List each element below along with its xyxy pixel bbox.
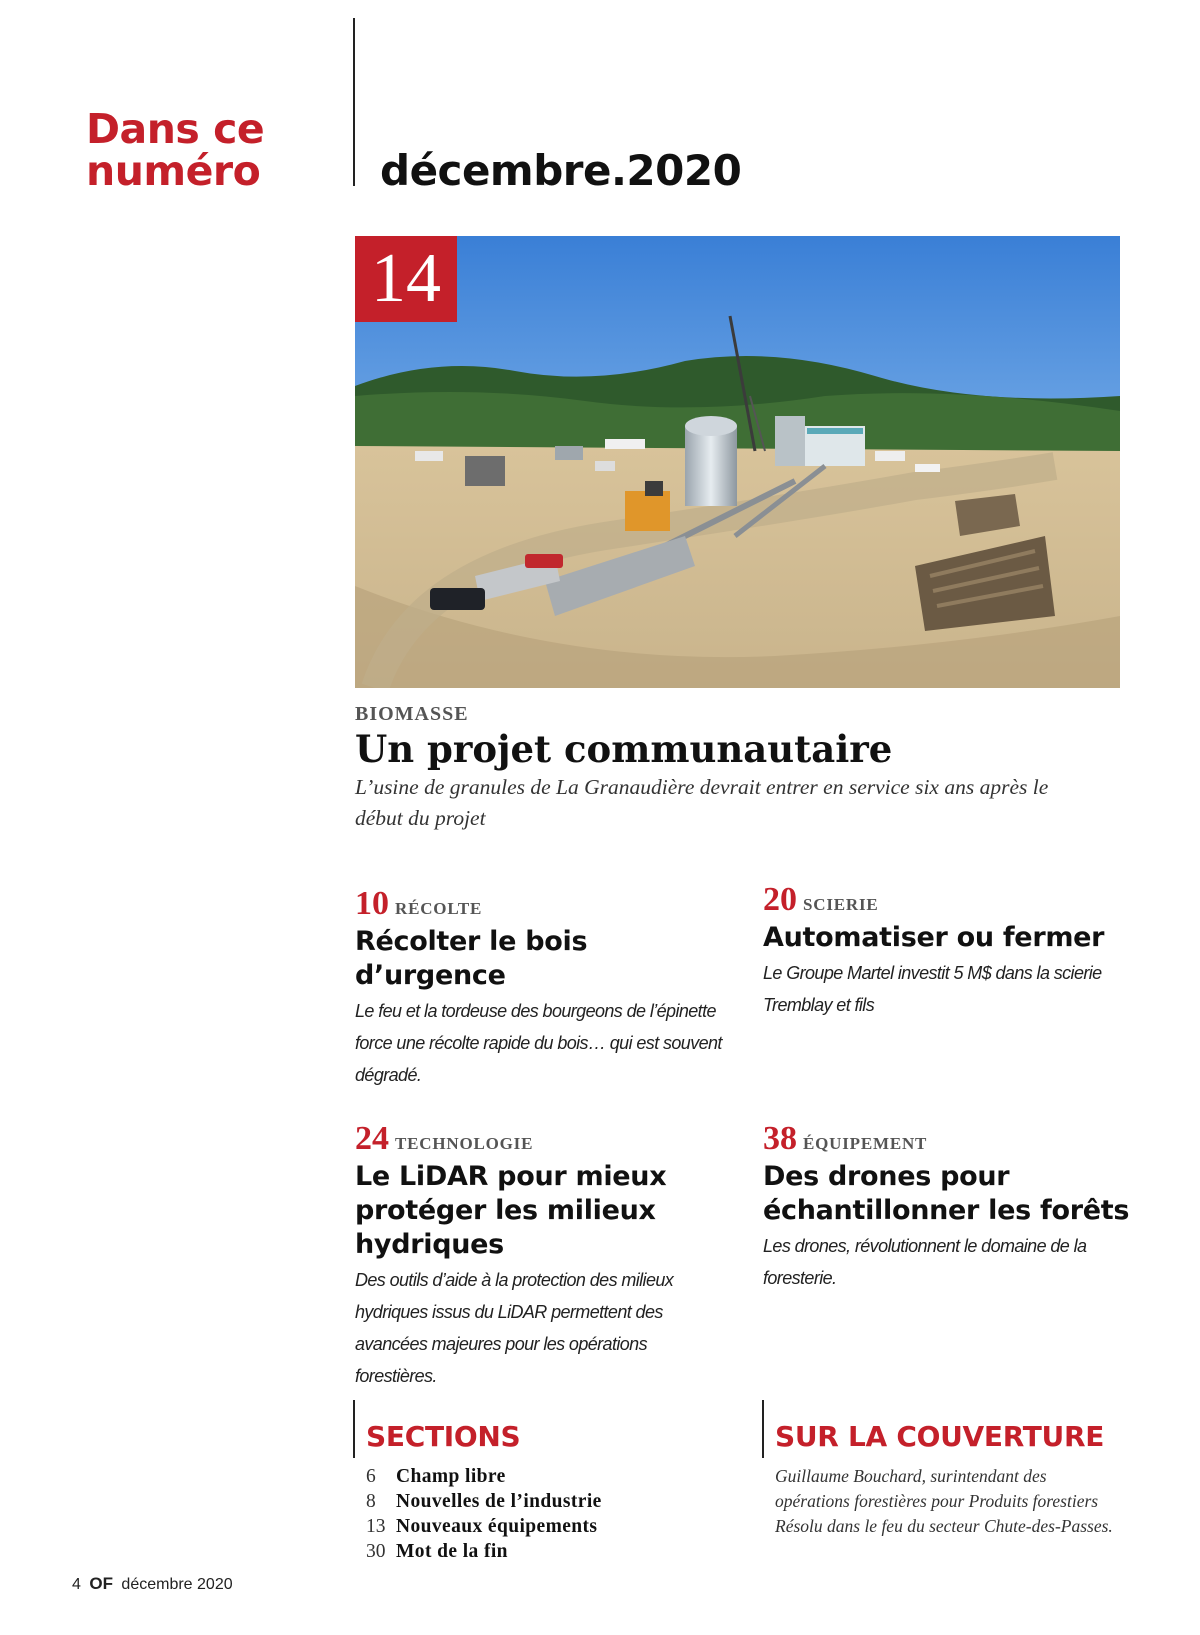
article-category: TECHNOLOGIE bbox=[395, 1134, 534, 1153]
article-category: SCIERIE bbox=[803, 895, 879, 914]
article-header bbox=[355, 1122, 725, 1156]
header-divider bbox=[353, 18, 355, 186]
list-item[interactable] bbox=[366, 1514, 602, 1539]
article-description: Le feu et la tordeuse des bourgeons de l’épinette force une récolte rapide du bois… qui est souvent dégradé. bbox=[355, 1001, 722, 1085]
list-item[interactable] bbox=[366, 1464, 602, 1489]
article-recolte[interactable] bbox=[355, 887, 725, 1091]
footer-brand: OF bbox=[89, 1574, 113, 1593]
article-title[interactable]: Automatiser ou fermer bbox=[763, 922, 1105, 953]
section-name: Nouvelles de l’industrie bbox=[396, 1491, 602, 1512]
article-title[interactable]: Des drones pour échantillonner les forêts bbox=[763, 1161, 1130, 1226]
article-description: Des outils d’aide à la protection des milieux hydriques issus du LiDAR permettent des avancées majeures pour les opérations forestières. bbox=[355, 1270, 674, 1386]
article-page-number: 20 bbox=[763, 881, 797, 918]
section-name: Champ libre bbox=[396, 1466, 506, 1487]
section-page: 30 bbox=[366, 1541, 386, 1562]
cover-line: opérations forestières pour Produits forestiers bbox=[775, 1491, 1099, 1511]
section-page: 6 bbox=[366, 1466, 376, 1487]
sections-list bbox=[366, 1464, 602, 1564]
footer-issue: décembre 2020 bbox=[121, 1576, 233, 1593]
article-page-number: 24 bbox=[355, 1120, 389, 1157]
list-item[interactable] bbox=[366, 1539, 602, 1564]
section-name: Nouveaux équipements bbox=[396, 1516, 598, 1537]
footer-page-number: 4 bbox=[72, 1576, 81, 1593]
article-header bbox=[763, 883, 1133, 917]
article-technologie[interactable] bbox=[355, 1122, 725, 1392]
article-title[interactable]: Récolter le bois d’urgence bbox=[355, 926, 588, 991]
cover-description bbox=[775, 1464, 1175, 1539]
section-page: 13 bbox=[366, 1516, 386, 1537]
pellet-plant-illustration bbox=[355, 236, 1120, 688]
feature-description: L’usine de granules de La Granaudière devrait entrer en service six ans après le début du projet bbox=[355, 775, 1049, 830]
cover-line: Guillaume Bouchard, surintendant des bbox=[775, 1466, 1047, 1486]
article-category: RÉCOLTE bbox=[395, 899, 483, 918]
article-header bbox=[763, 1122, 1143, 1156]
feature-category: BIOMASSE bbox=[355, 703, 469, 725]
feature-page-number[interactable]: 14 bbox=[355, 236, 457, 322]
cover-divider bbox=[762, 1400, 764, 1458]
article-equipement[interactable] bbox=[763, 1122, 1143, 1294]
toc-label bbox=[86, 105, 326, 195]
article-category: ÉQUIPEMENT bbox=[803, 1134, 928, 1153]
feature-title[interactable]: Un projet communautaire bbox=[355, 727, 893, 771]
article-header bbox=[355, 887, 725, 921]
feature-photo[interactable] bbox=[355, 236, 1120, 688]
cover-line: Résolu dans le feu du secteur Chute-des-Passes. bbox=[775, 1516, 1113, 1536]
article-page-number: 38 bbox=[763, 1120, 797, 1157]
section-name: Mot de la fin bbox=[396, 1541, 508, 1562]
toc-label-line2: numéro bbox=[86, 147, 261, 195]
article-page-number: 10 bbox=[355, 885, 389, 922]
article-description: Les drones, révolutionnent le domaine de la foresterie. bbox=[763, 1236, 1087, 1288]
sections-divider bbox=[353, 1400, 355, 1458]
issue-date: décembre.2020 bbox=[380, 146, 742, 195]
section-page: 8 bbox=[366, 1491, 376, 1512]
list-item[interactable] bbox=[366, 1489, 602, 1514]
cover-heading: SUR LA COUVERTURE bbox=[775, 1420, 1105, 1453]
sections-heading: SECTIONS bbox=[366, 1420, 521, 1453]
article-title[interactable]: Le LiDAR pour mieux protéger les milieux hydriques bbox=[355, 1161, 667, 1260]
article-description: Le Groupe Martel investit 5 M$ dans la scierie Tremblay et fils bbox=[763, 963, 1102, 1015]
page-footer bbox=[72, 1574, 233, 1594]
article-scierie[interactable] bbox=[763, 883, 1133, 1021]
toc-label-line1: Dans ce bbox=[86, 105, 265, 153]
